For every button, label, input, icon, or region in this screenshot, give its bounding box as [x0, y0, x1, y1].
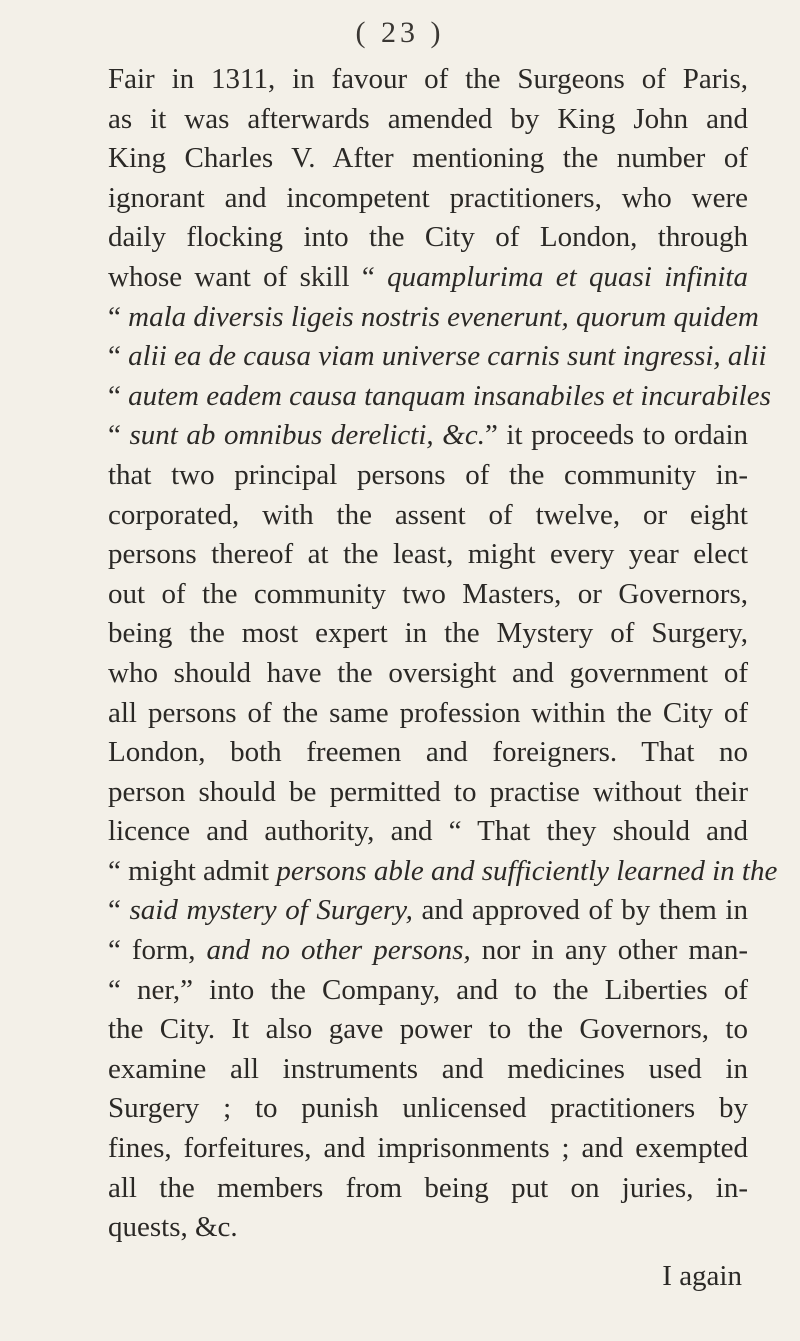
- text-run: “ form,: [108, 934, 207, 967]
- text-run: being the most expert in the Mystery of Surgery,: [108, 617, 748, 650]
- text-line: [108, 1129, 748, 1169]
- text-line: [108, 298, 759, 338]
- text-run: London, both freemen and foreigners. That no: [108, 736, 748, 769]
- italic-quotation: and no other persons,: [206, 934, 471, 967]
- text-run: Surgery ; to punish unlicensed practitioners by: [108, 1092, 748, 1125]
- text-run: “ ner,” into the Company, and to the Liberties of: [108, 973, 748, 1006]
- text-run: all the members from being put on juries, in-: [108, 1171, 748, 1204]
- text-run: that two principal persons of the community in-: [108, 458, 748, 491]
- text-line: [108, 416, 748, 456]
- text-run: nor in any other man-: [470, 934, 748, 967]
- italic-quotation: sunt ab omnibus derelicti, &c.: [129, 419, 485, 452]
- text-line: [108, 258, 748, 298]
- italic-quotation: said mystery of Surgery,: [129, 894, 413, 927]
- text-run: daily flocking into the City of London, through: [108, 221, 748, 254]
- text-line: [108, 377, 771, 417]
- text-run: King Charles V. After mentioning the number of: [108, 142, 748, 175]
- text-line: [108, 1089, 748, 1129]
- text-line: [108, 812, 748, 852]
- text-line: [108, 1050, 748, 1090]
- text-run: “: [108, 340, 129, 373]
- text-line: [108, 1010, 748, 1050]
- text-run: corporated, with the assent of twelve, or eight: [108, 498, 748, 531]
- text-run: examine all instruments and medicines used in: [108, 1052, 748, 1085]
- text-line: [108, 139, 748, 179]
- catchword: I again: [662, 1260, 742, 1292]
- italic-quotation: mala diversis ligeis nostris evenerunt, quorum quidem: [128, 300, 759, 333]
- text-line: [108, 337, 767, 377]
- text-line: [108, 971, 748, 1011]
- text-run: “: [108, 419, 130, 452]
- text-run: “: [108, 894, 130, 927]
- text-line: [108, 694, 748, 734]
- text-run: out of the community two Masters, or Governors,: [108, 577, 748, 610]
- text-line: [108, 931, 748, 971]
- text-run: quests, &c.: [108, 1211, 238, 1244]
- body-text: [108, 60, 778, 1248]
- text-run: “ might admit: [108, 854, 277, 887]
- italic-quotation: persons able and sufficiently learned in the: [276, 854, 778, 887]
- text-line: [108, 100, 748, 140]
- text-line: [108, 852, 778, 892]
- text-line: [108, 1208, 748, 1248]
- text-line: [108, 179, 748, 219]
- text-line: [108, 575, 748, 615]
- text-run: as it was afterwards amended by King John and: [108, 102, 748, 135]
- text-line: [108, 773, 748, 813]
- text-line: [108, 496, 748, 536]
- text-run: ignorant and incompetent practitioners, who were: [108, 181, 748, 214]
- text-run: fines, forfeitures, and imprisonments ; and exempted: [108, 1132, 748, 1165]
- text-run: the City. It also gave power to the Governors, to: [108, 1013, 748, 1046]
- text-line: [108, 535, 748, 575]
- text-run: “: [108, 379, 129, 412]
- text-line: [108, 218, 748, 258]
- text-run: ” it proceeds to ordain: [484, 419, 749, 452]
- text-run: whose want of skill “: [108, 260, 388, 293]
- text-run: persons thereof at the least, might every year elect: [108, 538, 748, 571]
- text-run: Fair in 1311, in favour of the Surgeons of Paris,: [108, 63, 748, 95]
- text-run: who should have the oversight and government of: [108, 656, 748, 689]
- text-line: [108, 614, 748, 654]
- text-line: [108, 654, 748, 694]
- text-run: all persons of the same profession within the City of: [108, 696, 748, 729]
- page-number: ( 23 ): [355, 16, 445, 49]
- text-line: [108, 60, 748, 100]
- text-run: “: [108, 300, 129, 333]
- italic-quotation: autem eadem causa tanquam insanabiles et incurabiles: [128, 379, 771, 412]
- text-line: [108, 456, 748, 496]
- italic-quotation: alii ea de causa viam universe carnis sunt ingressi, alii: [128, 340, 767, 373]
- text-run: licence and authority, and “ That they should and: [108, 815, 748, 848]
- text-run: and approved of by them in: [412, 894, 748, 927]
- text-run: person should be permitted to practise without their: [108, 775, 748, 808]
- text-line: [108, 1169, 748, 1209]
- text-line: [108, 891, 748, 931]
- italic-quotation: quamplurima et quasi infinita: [387, 260, 748, 293]
- text-line: [108, 733, 748, 773]
